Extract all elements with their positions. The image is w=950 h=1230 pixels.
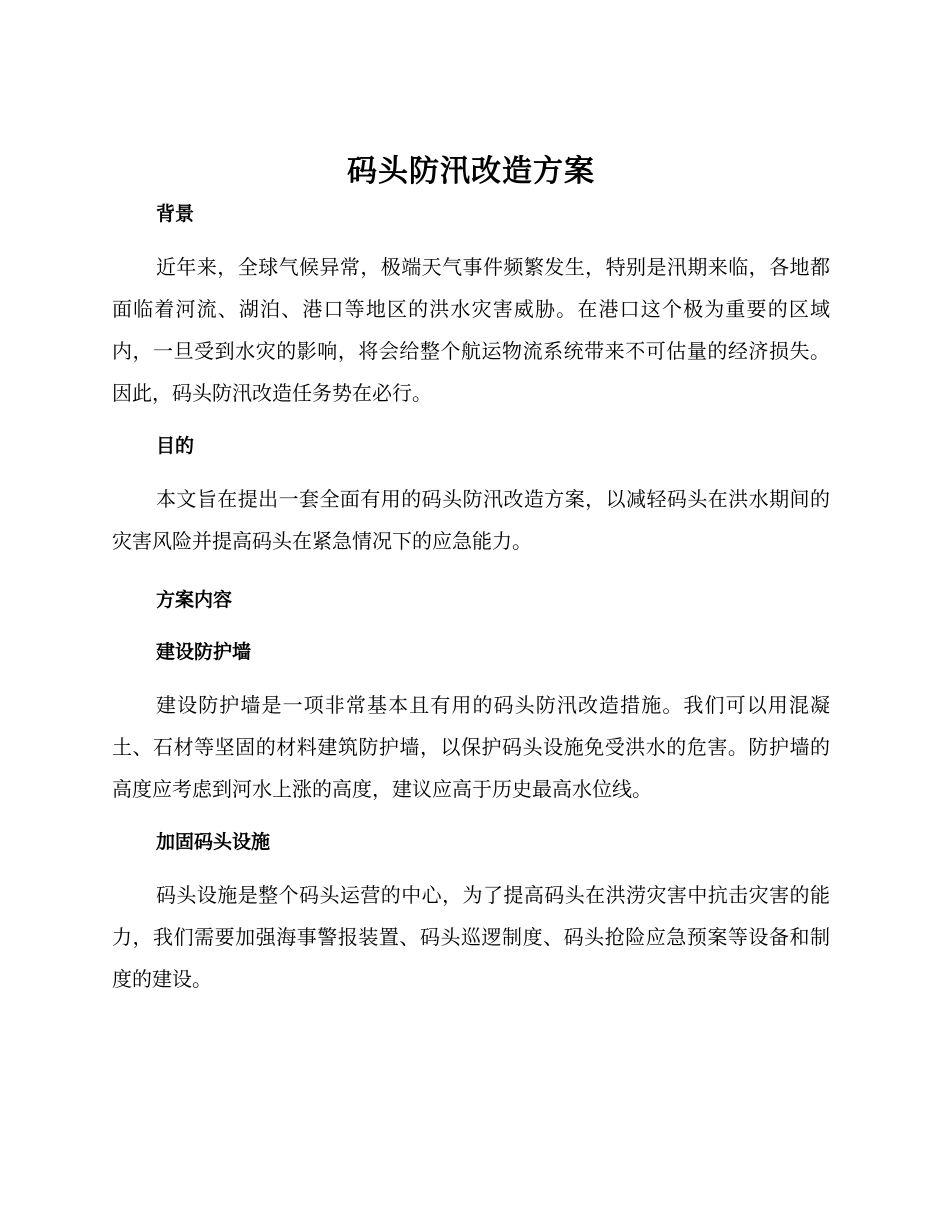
- section-heading-wall: 建设防护墙: [156, 641, 252, 663]
- paragraph-facilities: 码头设施是整个码头运营的中心，为了提高码头在洪涝灾害中抗击灾害的能力，我们需要加强海事警报装置、码头巡逻制度、码头抢险应急预案等设备和制度的建设。: [112, 883, 830, 991]
- section-heading-plan: 方案内容: [156, 589, 233, 611]
- document-title: 码头防汛改造方案: [347, 154, 595, 189]
- paragraph-purpose: 本文旨在提出一套全面有用的码头防汛改造方案，以减轻码头在洪水期间的灾害风险并提高码头在紧急情况下的应急能力。: [112, 487, 830, 553]
- section-heading-purpose: 目的: [156, 435, 195, 457]
- section-heading-facilities: 加固码头设施: [156, 831, 271, 853]
- paragraph-wall: 建设防护墙是一项非常基本且有用的码头防汛改造措施。我们可以用混凝土、石材等坚固的材料建筑防护墙，以保护码头设施免受洪水的危害。防护墙的高度应考虑到河水上涨的高度，建议应高于历史最高水位线。: [112, 693, 830, 801]
- section-heading-background: 背景: [156, 203, 195, 225]
- paragraph-background: 近年来，全球气候异常，极端天气事件频繁发生，特别是汛期来临，各地都面临着河流、湖泊、港口等地区的洪水灾害威胁。在港口这个极为重要的区域内，一旦受到水灾的影响，将会给整个航运物流系统带来不可估量的经济损失。因此，码头防汛改造任务势在必行。: [112, 255, 830, 405]
- document-body: [112, 150, 830, 1000]
